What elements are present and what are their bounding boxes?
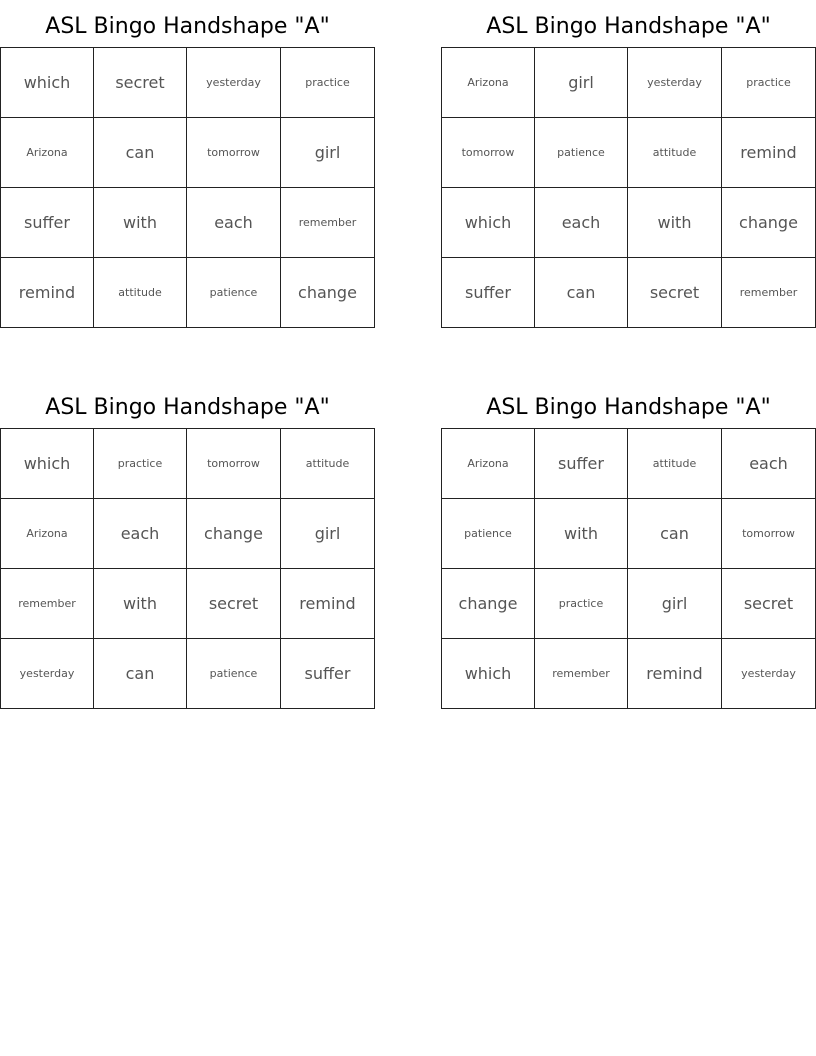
- bingo-cell: practice: [94, 429, 187, 499]
- bingo-cell: practice: [535, 569, 628, 639]
- card-title: ASL Bingo Handshape "A": [45, 14, 330, 39]
- card-title: ASL Bingo Handshape "A": [486, 14, 771, 39]
- bingo-cell: practice: [281, 48, 375, 118]
- bingo-cell: which: [1, 429, 94, 499]
- bingo-cell: girl: [628, 569, 722, 639]
- bingo-cell: suffer: [1, 188, 94, 258]
- bingo-cell: tomorrow: [187, 118, 281, 188]
- bingo-cell: Arizona: [1, 118, 94, 188]
- card-title: ASL Bingo Handshape "A": [45, 395, 330, 420]
- bingo-cell: each: [94, 499, 187, 569]
- bingo-cell: secret: [187, 569, 281, 639]
- bingo-cell: attitude: [94, 258, 187, 328]
- bingo-cell: secret: [722, 569, 816, 639]
- bingo-cell: which: [442, 639, 535, 709]
- bingo-cell: girl: [281, 499, 375, 569]
- bingo-cell: with: [628, 188, 722, 258]
- bingo-grid: [441, 47, 816, 328]
- bingo-cell: girl: [535, 48, 628, 118]
- bingo-cell: remind: [281, 569, 375, 639]
- bingo-cell: can: [94, 118, 187, 188]
- bingo-cell: remind: [1, 258, 94, 328]
- bingo-cell: remember: [281, 188, 375, 258]
- bingo-cell: Arizona: [1, 499, 94, 569]
- bingo-cell: each: [722, 429, 816, 499]
- bingo-cell: change: [442, 569, 535, 639]
- bingo-cell: patience: [187, 639, 281, 709]
- bingo-cell: with: [535, 499, 628, 569]
- bingo-grid: [0, 47, 375, 328]
- bingo-cell: which: [442, 188, 535, 258]
- bingo-cell: secret: [628, 258, 722, 328]
- bingo-cell: practice: [722, 48, 816, 118]
- bingo-cell: with: [94, 569, 187, 639]
- bingo-cell: with: [94, 188, 187, 258]
- bingo-cell: remind: [628, 639, 722, 709]
- bingo-cell: tomorrow: [442, 118, 535, 188]
- bingo-cell: Arizona: [442, 48, 535, 118]
- bingo-cell: can: [94, 639, 187, 709]
- bingo-cell: remember: [722, 258, 816, 328]
- bingo-cell: suffer: [442, 258, 535, 328]
- bingo-cell: suffer: [281, 639, 375, 709]
- bingo-cell: change: [722, 188, 816, 258]
- bingo-cell: change: [187, 499, 281, 569]
- bingo-cell: attitude: [628, 429, 722, 499]
- bingo-cell: yesterday: [1, 639, 94, 709]
- bingo-cell: can: [628, 499, 722, 569]
- bingo-cell: patience: [442, 499, 535, 569]
- bingo-cell: patience: [535, 118, 628, 188]
- bingo-cell: which: [1, 48, 94, 118]
- bingo-cell: tomorrow: [722, 499, 816, 569]
- bingo-cell: yesterday: [187, 48, 281, 118]
- bingo-cell: secret: [94, 48, 187, 118]
- bingo-cell: remind: [722, 118, 816, 188]
- bingo-cell: can: [535, 258, 628, 328]
- bingo-cell: each: [535, 188, 628, 258]
- bingo-cell: attitude: [628, 118, 722, 188]
- bingo-cell: remember: [535, 639, 628, 709]
- bingo-cell: tomorrow: [187, 429, 281, 499]
- bingo-cell: yesterday: [722, 639, 816, 709]
- bingo-cell: patience: [187, 258, 281, 328]
- bingo-grid: [441, 428, 816, 709]
- bingo-cell: attitude: [281, 429, 375, 499]
- bingo-cell: Arizona: [442, 429, 535, 499]
- bingo-cell: remember: [1, 569, 94, 639]
- bingo-grid: [0, 428, 375, 709]
- bingo-cell: change: [281, 258, 375, 328]
- card-title: ASL Bingo Handshape "A": [486, 395, 771, 420]
- bingo-cell: each: [187, 188, 281, 258]
- bingo-cell: suffer: [535, 429, 628, 499]
- bingo-cell: yesterday: [628, 48, 722, 118]
- bingo-cell: girl: [281, 118, 375, 188]
